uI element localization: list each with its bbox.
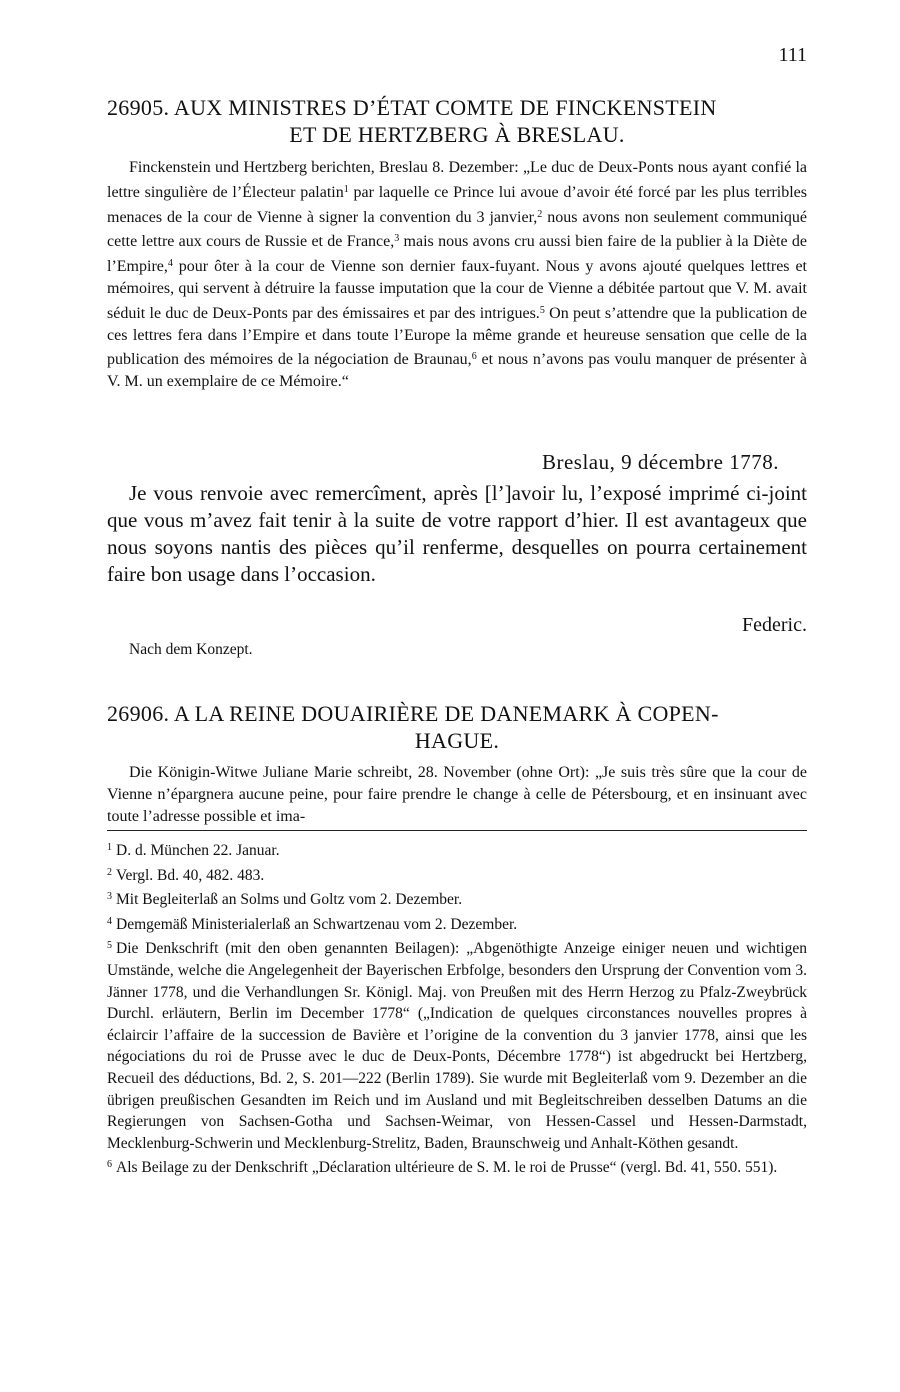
heading-line: ET DE HERTZBERG À BRESLAU. xyxy=(289,122,625,147)
footnote-number: 2 xyxy=(107,866,112,878)
intro-paragraph: Die Königin-Witwe Juliane Marie schreibt, 28. November (ohne Ort): „Je suis très sûre que la cour de Vienne n’épargnera aucune peine, pour faire prendre le change à celle de Pétersbourg, et en insinuant avec toute l’adresse possible et ima- xyxy=(107,764,807,825)
footnote-ref: 1 xyxy=(343,183,349,195)
signature: Federic. xyxy=(742,614,807,636)
footnote-ref: 3 xyxy=(394,233,400,245)
footnote-text: Die Denkschrift (mit den oben genannten Beilagen): „Abgenöthigte Anzeige einiger neuen und wichtigen Umstände, welche die Angelegenheit der Bayerischen Erbfolge, besonders den Ursprung der Convention vom 3. Jänner 1778, und die Verhandlungen Sr. Königl. Maj. von Preußen mit des Herrn Herzog zu Pfalz-Zweybrück Durchl. erläutern, Berlin im December 1778“ („Indication de quelques circonstances nouvelles propres à éclaircir l’affaire de la succession de Bavière et l’origine de la convention du 3 janvier 1778, ainsi que les négociations du roi de Prusse avec le duc de Deux-Ponts, Décembre 1778“) ist abgedruckt bei Hertzberg, Recueil des déductions, Bd. 2, S. 201—222 (Berlin 1789). Sie wurde mit Begleiterlaß vom 9. Dezember an die übrigen preußischen Gesandten im Reich und im Ausland und mit Begleitschreiben desselben Datums an die Regierungen von Sachsen-Gotha und Sachsen-Weimar, von Hessen-Cassel und Hessen-Darmstadt, Mecklenburg-Schwerin und Mecklenburg-Strelitz, Baden, Braunschweig und Anhalt-Köthen gesandt. xyxy=(107,940,807,1152)
letter-intro xyxy=(107,157,807,393)
footnote xyxy=(107,935,807,1154)
intro-text: On peut s’attendre que la publication de ces lettres fera dans l’Empire et dans toute l’Europe la même grande et heureuse sensation que celle de la publication des mémoires de la négociation de Braunau, xyxy=(107,304,807,369)
intro-text: pour ôter à la cour de Vienne son dernier faux-fuyant. Nous y avons ajouté quelques lettres et mémoires, qui servent à détruire la fausse imputation que la cour de Vienne a débitée partout que V. M. avait séduit le duc de Deux-Ponts par des émissaires et par des intrigues. xyxy=(107,258,807,322)
footnote-number: 3 xyxy=(107,891,112,903)
heading-line: HAGUE. xyxy=(414,728,500,753)
footnote xyxy=(107,886,807,911)
intro-text: par laquelle ce Prince lui avoue d’avoir été forcé par les plus terribles menaces de la cour de Vienne à signer la convention du 3 janvier, xyxy=(107,183,808,226)
footnote-text: Als Beilage zu der Denkschrift „Déclaration ultérieure de S. M. le roi de Prusse“ (vergl. Bd. 41, 550. 551). xyxy=(116,1159,778,1177)
footnote-divider xyxy=(107,830,807,831)
footnote xyxy=(107,862,807,887)
footnote-text: Mit Begleiterlaß an Solms und Goltz vom 2. Dezember. xyxy=(116,891,463,909)
footnote xyxy=(107,1154,807,1179)
intro-text: Finckenstein und Hertzberg berichten, Breslau 8. Dezember: „Le duc de Deux-Ponts nous ayant confié la lettre singulière de l’Électeur palatin xyxy=(107,159,807,201)
letter-body xyxy=(107,480,807,588)
footnote-number: 4 xyxy=(107,915,112,927)
intro-text: et nous n’avons pas voulu manquer de présenter à V. M. un exemplaire de ce Mémoire.“ xyxy=(107,351,808,391)
footnote-ref: 2 xyxy=(537,208,543,220)
letter-heading xyxy=(107,94,807,148)
footnote-text: Vergl. Bd. 40, 482. 483. xyxy=(116,866,265,884)
source-note: Nach dem Konzept. xyxy=(129,641,253,658)
footnote-ref: 6 xyxy=(471,351,477,363)
footnote-ref: 4 xyxy=(167,258,173,270)
footnote-ref: 5 xyxy=(539,304,545,316)
footnotes xyxy=(107,837,807,1179)
intro-text: mais nous avons cru aussi bien faire de la publier à la Diète de l’Empire, xyxy=(107,233,807,276)
footnote xyxy=(107,911,807,936)
dateline: Breslau, 9 décembre 1778. xyxy=(541,450,779,474)
heading-line: 26906. A LA REINE DOUAIRIÈRE DE DANEMARK À COPEN- xyxy=(107,701,719,726)
heading-line: 26905. AUX MINISTRES D’ÉTAT COMTE DE FINCKENSTEIN xyxy=(107,95,717,120)
footnote-number: 6 xyxy=(107,1159,112,1171)
footnote xyxy=(107,837,807,862)
intro-text: nous avons non seulement communiqué cette lettre aux cours de Russie et de France, xyxy=(107,208,807,251)
footnote-text: D. d. München 22. Januar. xyxy=(116,842,280,859)
letter-heading xyxy=(107,700,807,754)
footnote-number: 1 xyxy=(107,842,112,853)
page-number: 111 xyxy=(778,44,807,66)
intro-paragraph xyxy=(107,157,807,393)
body-paragraph: Je vous renvoie avec remercîment, après [l’]avoir lu, l’exposé imprimé ci-joint que vous m’avez fait tenir à la suite de votre rapport d’hier. Il est avantageux que nous soyons nantis des pièces qu’il renferme, desquelles on pourra certainement faire bon usage dans l’occasion. xyxy=(107,481,807,586)
footnote-number: 5 xyxy=(107,940,112,952)
footnote-text: Demgemäß Ministerialerlaß an Schwartzenau vom 2. Dezember. xyxy=(116,915,518,933)
letter-intro xyxy=(107,762,807,827)
